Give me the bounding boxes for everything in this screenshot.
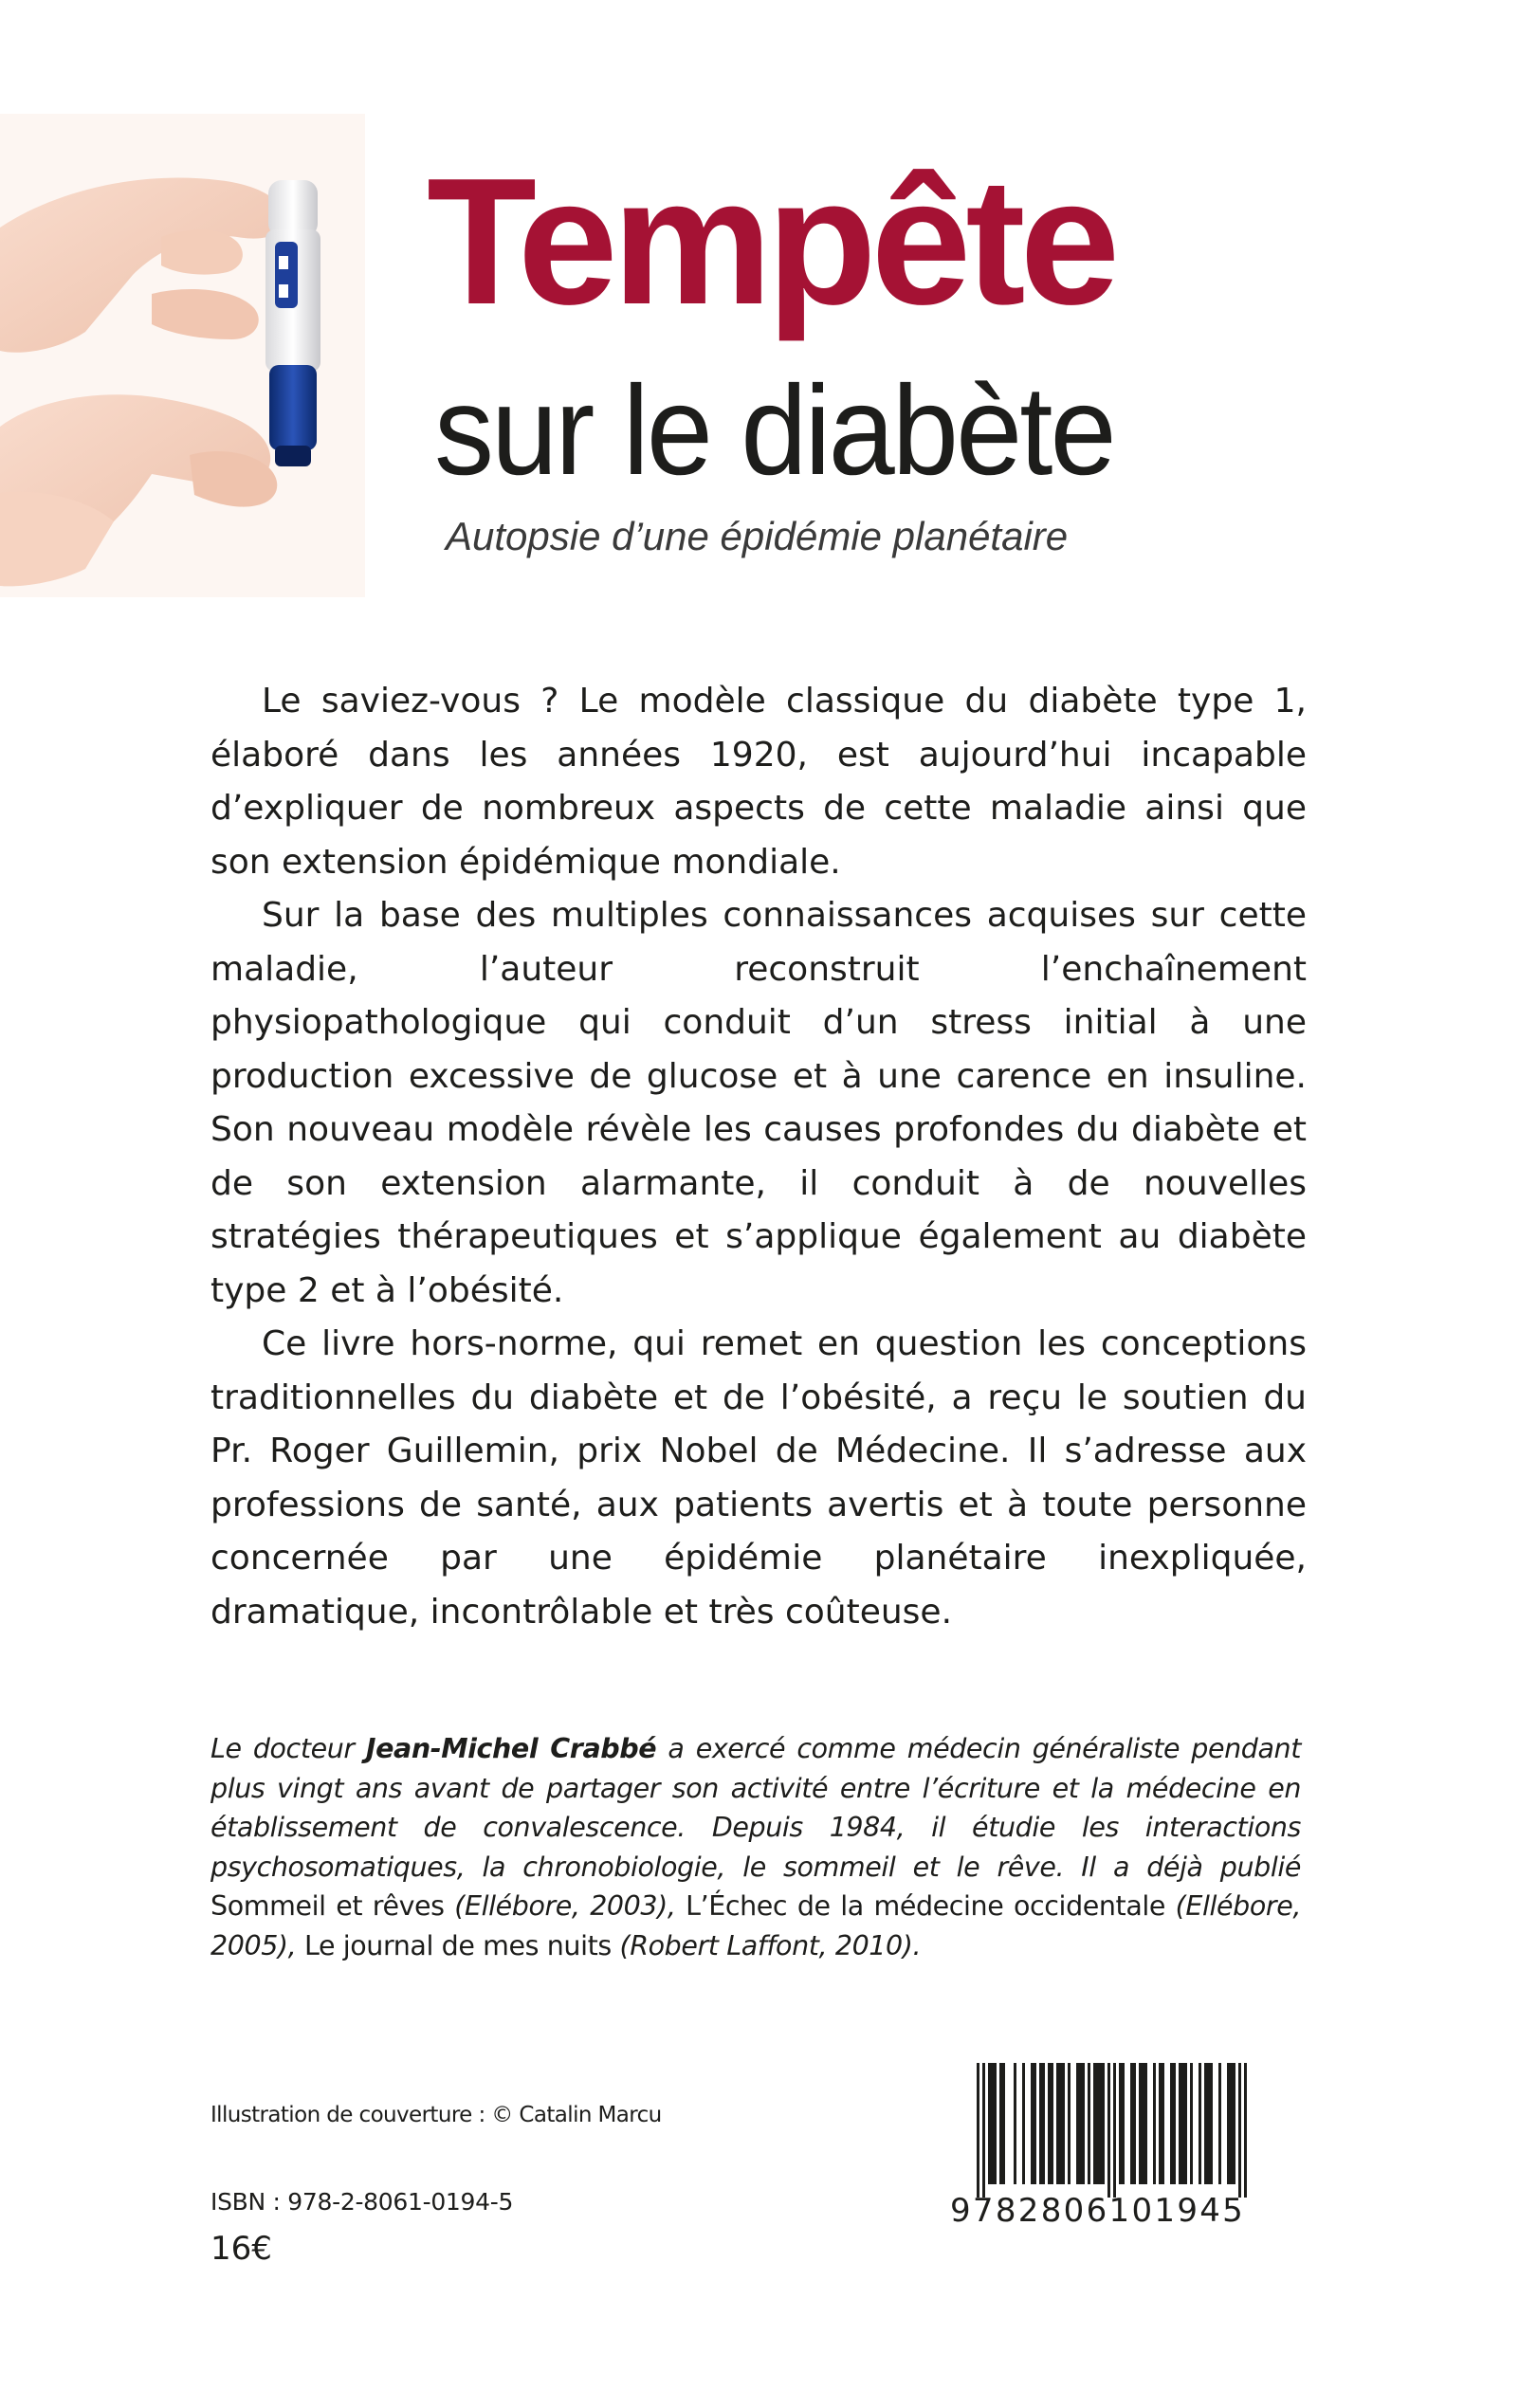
barcode-bar (1179, 2063, 1181, 2184)
barcode-bar (1230, 2063, 1233, 2184)
barcode-bar (1159, 2063, 1162, 2184)
barcode-bar (982, 2063, 985, 2198)
book-info: (Ellébore, 2005), (210, 1890, 1301, 1961)
book-title: Sommeil et rêves (210, 1890, 445, 1922)
barcode-bar (1133, 2063, 1136, 2184)
barcode-bar (1102, 2063, 1105, 2184)
barcode-bar (1034, 2063, 1036, 2184)
bio-intro: Le docteur (210, 1733, 366, 1764)
blurb-paragraph: Ce livre hors-norme, qui remet en question les conceptions traditionnelles du diabète et de l’obésité, a reçu le soutien du Pr. Roger Guillemin, prix Nobel de Médecine. Il s’adresse aux professions de santé, aux patients avertis et à toute personne concernée par une épidémie planétaire inexpliquée, dramatique, incontrôlable et très coûteuse. (210, 1324, 1307, 1632)
barcode-bar (1002, 2063, 1005, 2184)
barcode-bar (1184, 2063, 1187, 2184)
barcode-bar (1210, 2063, 1213, 2184)
barcode-bar (991, 2063, 994, 2184)
price: 16€ (210, 2230, 272, 2268)
barcode-bar (1014, 2063, 1016, 2184)
barcode-bar (1051, 2063, 1053, 2184)
barcode-bar (1093, 2063, 1096, 2184)
book-title: Le journal de mes nuits (303, 1929, 612, 1961)
barcode-bar (1130, 2063, 1133, 2184)
barcode-bar (1088, 2063, 1090, 2184)
barcode-bar (1022, 2063, 1025, 2184)
barcode-bar (1079, 2063, 1082, 2184)
barcode-bar (1173, 2063, 1176, 2184)
barcode-bar (1039, 2063, 1042, 2184)
barcode-bar (1153, 2063, 1156, 2184)
barcode-bar (1181, 2063, 1184, 2184)
book-title: L’Échec de la médecine occidentale (686, 1890, 1166, 1922)
book-info: (Robert Laffont, 2010). (611, 1929, 922, 1961)
title-main: Tempête (427, 141, 1115, 342)
barcode-bar (1190, 2063, 1193, 2184)
barcode-bar (999, 2063, 1002, 2184)
isbn: ISBN : 978-2-8061-0194-5 (210, 2188, 514, 2216)
barcode-bar (1233, 2063, 1235, 2184)
blurb-paragraph: Sur la base des multiples connaissances acquises sur cette maladie, l’auteur reconstruit l’enchaînement physiopathologique qui conduit d’un stress initial à une production excessive de glucose et à une carence en insuline. Son nouveau modèle révèle les causes profondes du diabète et de son extension alarmante, il conduit à de nouvelles stratégies thérapeutiques et s’applique également au diabète type 2 et à l’obésité. (210, 896, 1307, 1310)
barcode-bar (1056, 2063, 1059, 2184)
blurb (210, 675, 1307, 1639)
barcode-bar (1062, 2063, 1065, 2184)
barcode-bar (988, 2063, 991, 2184)
barcode-bar (1162, 2063, 1164, 2184)
author-bio (210, 1729, 1301, 1965)
barcode-bar (1096, 2063, 1099, 2184)
barcode-bar (1113, 2063, 1116, 2198)
barcode-bar (1099, 2063, 1102, 2184)
blurb-paragraph: Le saviez-vous ? Le modèle classique du diabète type 1, élaboré dans les années 1920, est aujourd’hui incapable d’expliquer de nombreux aspects de cette maladie ainsi que son extension épidémique mondiale. (210, 682, 1307, 882)
barcode-bar (977, 2063, 979, 2198)
barcode-bar (1199, 2063, 1201, 2184)
barcode-bar (1048, 2063, 1051, 2184)
barcode-bar (994, 2063, 997, 2184)
barcode-bar (1031, 2063, 1034, 2184)
barcode-bar (1107, 2063, 1110, 2198)
barcode-bar (1139, 2063, 1142, 2184)
barcode-bar (1122, 2063, 1125, 2184)
subtitle: Autopsie d’une épidémie planétaire (446, 514, 1069, 558)
barcode-bar (1238, 2063, 1241, 2198)
barcode-bar (1144, 2063, 1147, 2184)
barcode-bar (1142, 2063, 1144, 2184)
bio-text: a exercé comme médecin généraliste pendant plus vingt ans avant de partager son activité entre l’écriture et la médecine en établissement de convalescence. Depuis 1984, il étudie les interactions psychosomatiques, la chronobiologie, le sommeil et le rêve. Il a déjà publié (210, 1733, 1301, 1883)
barcode-bar (1119, 2063, 1122, 2184)
barcode-bar (1218, 2063, 1221, 2184)
hand-lancet-illustration-icon (0, 114, 365, 597)
title-sub: sur le diabète (434, 360, 1114, 502)
book-info: (Ellébore, 2003), (444, 1890, 686, 1922)
barcode-bar (1244, 2063, 1247, 2198)
author-name: Jean-Michel Crabbé (365, 1733, 657, 1764)
barcode-bar (1082, 2063, 1085, 2184)
barcode-bar (1076, 2063, 1079, 2184)
barcode-digits: 9782806101945 (950, 2192, 1246, 2230)
barcode-bar (1204, 2063, 1207, 2184)
barcode-bar (1227, 2063, 1230, 2184)
barcode-bar (1170, 2063, 1173, 2184)
illustration-credit: Illustration de couverture : © Catalin Marcu (210, 2103, 662, 2127)
barcode-bar (1059, 2063, 1062, 2184)
barcode-bar (1068, 2063, 1071, 2184)
barcode-bar (1042, 2063, 1045, 2184)
barcode-bar (1207, 2063, 1210, 2184)
